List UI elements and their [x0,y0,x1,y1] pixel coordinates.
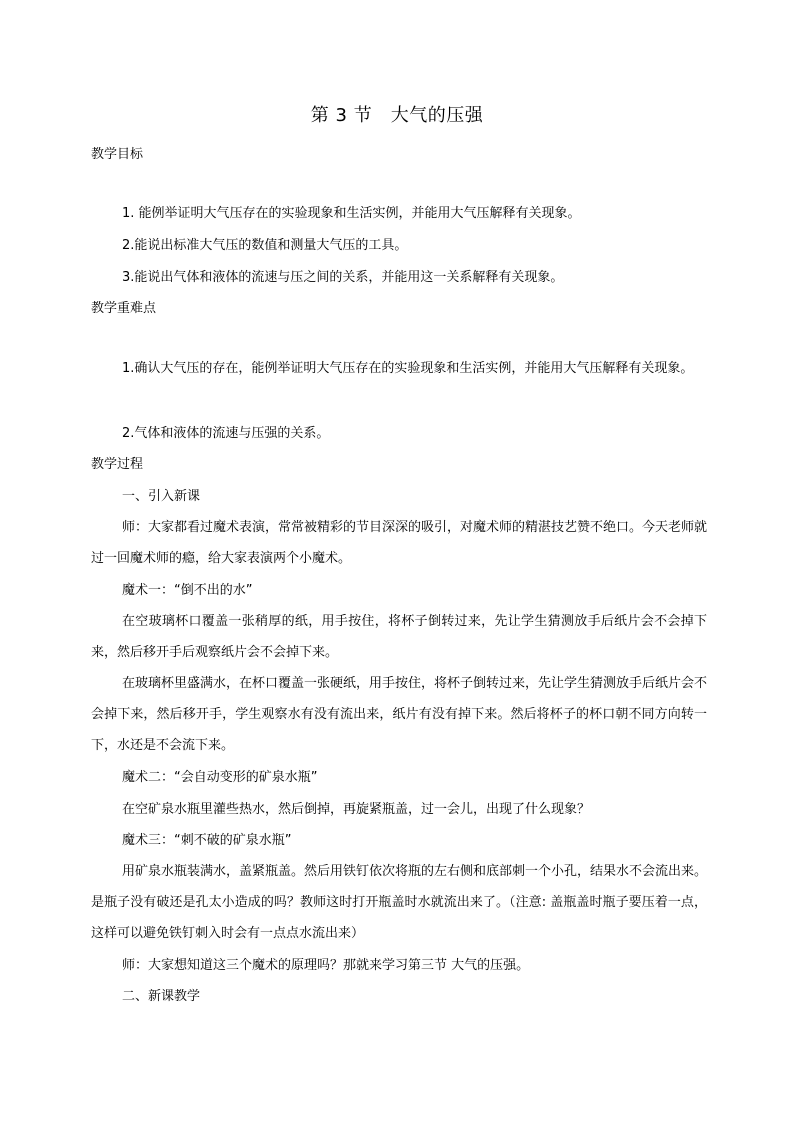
magic-two-paragraph: 在空矿泉水瓶里灌些热水，然后倒掉，再旋紧瓶盖，过一会儿，出现了什么现象？ [122,802,591,817]
page-title: 第 3 节 大气的压强 [310,105,484,126]
section-heading-key-points: 教学重难点 [91,301,157,316]
magic-three-title: 魔术三：“刺不破的矿泉水瓶” [122,833,292,848]
key-point-item: 2.气体和液体的流速与压强的关系。 [122,426,330,441]
magic-three-paragraph: 用矿泉水瓶装满水，盖紧瓶盖。然后用铁钉依次将瓶的左右侧和底部刺一个小孔，结果水不会流出来。是瓶子没有破还是孔太小造成的吗？教师这时打开瓶盖时水就流出来了。（注意: 盖瓶盖时瓶子要压着一点，这样可以避免铁钉刺入时会有一点点水流出来） [91,864,708,941]
closing-paragraph: 师：大家想知道这三个魔术的原理吗？那就来学习第三节 大气的压强。 [122,958,530,973]
new-lesson-heading: 二、新课教学 [122,989,201,1004]
intro-paragraph: 师：大家都看过魔术表演，常常被精彩的节目深深的吸引，对魔术师的精湛技艺赞不绝口。今天老师就过一回魔术师的瘾，给大家表演两个小魔术。 [91,520,708,566]
magic-one-paragraph: 在空玻璃杯口覆盖一张稍厚的纸，用手按住，将杯子倒转过来，先让学生猜测放手后纸片会不会掉下来，然后移开手后观察纸片会不会掉下来。 [91,614,707,660]
key-point-item: 1.确认大气压的存在，能例举证明大气压存在的实验现象和生活实例，并能用大气压解释有关现象。 [122,361,694,376]
objective-item: 1. 能例举证明大气压存在的实验现象和生活实例，并能用大气压解释有关现象。 [122,206,581,221]
magic-one-title: 魔术一：“倒不出的水” [122,583,253,598]
magic-two-title: 魔术二：“会自动变形的矿泉水瓶” [122,770,318,785]
objective-item: 2.能说出标准大气压的数值和测量大气压的工具。 [122,238,408,253]
objective-item: 3.能说出气体和液体的流速与压之间的关系，并能用这一关系解释有关现象。 [122,270,564,285]
section-heading-process: 教学过程 [91,457,144,472]
intro-heading: 一、引入新课 [122,489,201,504]
section-heading-objectives: 教学目标 [91,147,144,162]
magic-one-paragraph: 在玻璃杯里盛满水，在杯口覆盖一张硬纸，用手按住，将杯子倒转过来，先让学生猜测放手后纸片会不会掉下来，然后移开手，学生观察水有没有流出来，纸片有没有掉下来。然后将杯子的杯口朝不同方向转一下，水还是不会流下来。 [91,676,708,753]
